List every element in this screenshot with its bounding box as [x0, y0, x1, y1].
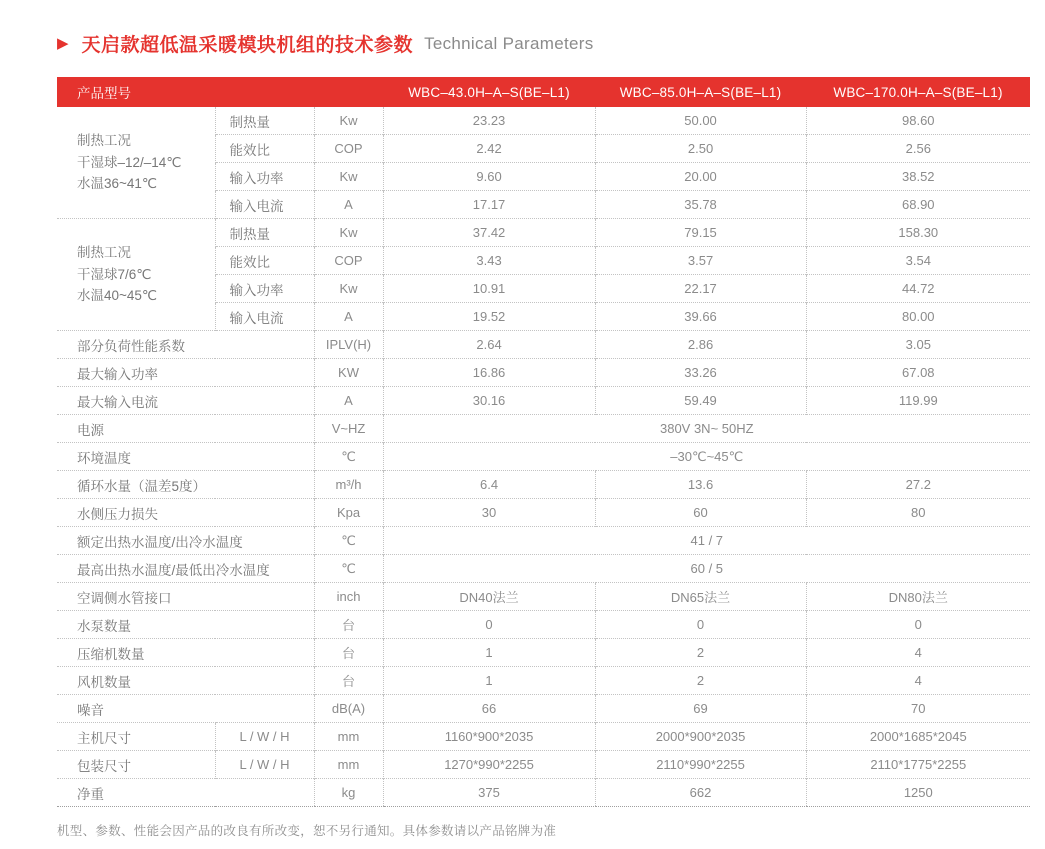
model-column-header: WBC–85.0H–A–S(BE–L1) [595, 77, 806, 107]
page-title [0, 0, 1045, 57]
parameter-label-cell: 循环水量（温差5度） [57, 471, 314, 499]
value-cell: 33.26 [595, 359, 806, 387]
value-cell: 662 [595, 779, 806, 807]
merged-value-cell: 380V 3N~ 50HZ [383, 415, 1030, 443]
value-cell: 80.00 [806, 303, 1030, 331]
value-cell: 98.60 [806, 107, 1030, 135]
value-cell: 23.23 [383, 107, 595, 135]
value-cell: 22.17 [595, 275, 806, 303]
condition-group-line: 干湿球–12/–14℃ [77, 154, 182, 170]
table-row [57, 471, 1030, 499]
unit-cell: 台 [314, 667, 383, 695]
value-cell: 2110*990*2255 [595, 751, 806, 779]
value-cell: 2.50 [595, 135, 806, 163]
table-row [57, 499, 1030, 527]
unit-cell: Kw [314, 163, 383, 191]
condition-group-cell [57, 107, 215, 219]
page-title-en: Technical Parameters [424, 33, 594, 53]
table-row [57, 107, 1030, 135]
unit-cell: V~HZ [314, 415, 383, 443]
parameter-label-cell: 输入功率 [215, 275, 314, 303]
disclaimer-note: 机型、参数、性能会因产品的改良有所改变，恕不另行通知。具体参数请以产品铭牌为准 [57, 824, 557, 838]
value-cell: 37.42 [383, 219, 595, 247]
value-cell: 1270*990*2255 [383, 751, 595, 779]
value-cell: 67.08 [806, 359, 1030, 387]
value-cell: 6.4 [383, 471, 595, 499]
parameter-label-cell: 制热量 [215, 219, 314, 247]
value-cell: 20.00 [595, 163, 806, 191]
value-cell: DN65法兰 [595, 583, 806, 611]
value-cell: 59.49 [595, 387, 806, 415]
value-cell: 38.52 [806, 163, 1030, 191]
value-cell: 19.52 [383, 303, 595, 331]
value-cell: 10.91 [383, 275, 595, 303]
technical-parameters-table [57, 77, 1030, 807]
parameter-label-cell: 能效比 [215, 247, 314, 275]
table-row [57, 723, 1030, 751]
table-row [57, 639, 1030, 667]
table-row [57, 359, 1030, 387]
unit-cell: 台 [314, 639, 383, 667]
value-cell: 158.30 [806, 219, 1030, 247]
table-row [57, 527, 1030, 555]
model-column-header: WBC–43.0H–A–S(BE–L1) [383, 77, 595, 107]
value-cell: 60 [595, 499, 806, 527]
table-row [57, 219, 1030, 247]
table-header-row [57, 77, 1030, 107]
parameter-label-cell: 净重 [57, 779, 314, 807]
unit-cell: mm [314, 751, 383, 779]
table-row [57, 779, 1030, 807]
table-body [57, 107, 1030, 807]
unit-cell: ℃ [314, 555, 383, 583]
merged-value-cell: –30℃~45℃ [383, 443, 1030, 471]
value-cell: 3.05 [806, 331, 1030, 359]
value-cell: DN80法兰 [806, 583, 1030, 611]
unit-cell: A [314, 387, 383, 415]
table-header [57, 77, 1030, 107]
value-cell: 2.42 [383, 135, 595, 163]
table-row [57, 331, 1030, 359]
merged-value-cell: 60 / 5 [383, 555, 1030, 583]
value-cell: 16.86 [383, 359, 595, 387]
parameter-label-cell: 部分负荷性能系数 [57, 331, 314, 359]
parameter-label-cell: 制热量 [215, 107, 314, 135]
parameter-label-cell: 包装尺寸 [57, 751, 215, 779]
value-cell: 4 [806, 639, 1030, 667]
unit-cell: A [314, 191, 383, 219]
value-cell: 2.56 [806, 135, 1030, 163]
value-cell: 1250 [806, 779, 1030, 807]
product-model-header: 产品型号 [57, 77, 383, 107]
value-cell: DN40法兰 [383, 583, 595, 611]
unit-cell: mm [314, 723, 383, 751]
value-cell: 3.54 [806, 247, 1030, 275]
value-cell: 1 [383, 639, 595, 667]
value-cell: 375 [383, 779, 595, 807]
value-cell: 80 [806, 499, 1030, 527]
unit-cell: 台 [314, 611, 383, 639]
condition-group-line: 制热工况 [77, 245, 131, 261]
value-cell: 39.66 [595, 303, 806, 331]
parameter-label-cell: 输入功率 [215, 163, 314, 191]
table-row [57, 751, 1030, 779]
table-row [57, 611, 1030, 639]
condition-group-line: 水温36~41℃ [77, 176, 158, 192]
value-cell: 27.2 [806, 471, 1030, 499]
value-cell: 30.16 [383, 387, 595, 415]
unit-cell: A [314, 303, 383, 331]
unit-cell: Kpa [314, 499, 383, 527]
value-cell: 0 [806, 611, 1030, 639]
table-row [57, 583, 1030, 611]
parameter-label-cell: 能效比 [215, 135, 314, 163]
value-cell: 0 [383, 611, 595, 639]
value-cell: 1 [383, 667, 595, 695]
parameter-label-cell: 水侧压力损失 [57, 499, 314, 527]
value-cell: 17.17 [383, 191, 595, 219]
unit-cell: Kw [314, 275, 383, 303]
value-cell: 79.15 [595, 219, 806, 247]
value-cell: 50.00 [595, 107, 806, 135]
value-cell: 69 [595, 695, 806, 723]
unit-cell: Kw [314, 219, 383, 247]
unit-cell: kg [314, 779, 383, 807]
parameter-label-cell: 风机数量 [57, 667, 314, 695]
value-cell: 0 [595, 611, 806, 639]
value-cell: 35.78 [595, 191, 806, 219]
value-cell: 3.43 [383, 247, 595, 275]
model-column-header: WBC–170.0H–A–S(BE–L1) [806, 77, 1030, 107]
table-row [57, 695, 1030, 723]
table-row [57, 555, 1030, 583]
unit-cell: Kw [314, 107, 383, 135]
parameter-label-cell: 压缩机数量 [57, 639, 314, 667]
unit-cell: KW [314, 359, 383, 387]
value-cell: 2.86 [595, 331, 806, 359]
dimension-sub-cell: L / W / H [215, 751, 314, 779]
parameter-label-cell: 输入电流 [215, 303, 314, 331]
condition-group-line: 制热工况 [77, 133, 131, 149]
page-title-cn: 天启款超低温采暖模块机组的技术参数 [81, 35, 414, 56]
value-cell: 2110*1775*2255 [806, 751, 1030, 779]
parameter-label-cell: 额定出热水温度/出冷水温度 [57, 527, 314, 555]
parameter-label-cell: 主机尺寸 [57, 723, 215, 751]
condition-group-line: 干湿球7/6℃ [77, 266, 152, 282]
parameter-label-cell: 空调侧水管接口 [57, 583, 314, 611]
parameter-label-cell: 最大输入电流 [57, 387, 314, 415]
parameter-label-cell: 输入电流 [215, 191, 314, 219]
merged-value-cell: 41 / 7 [383, 527, 1030, 555]
triangle-right-icon: ▶ [57, 35, 69, 52]
parameter-label-cell: 最大输入功率 [57, 359, 314, 387]
unit-cell: COP [314, 247, 383, 275]
unit-cell: dB(A) [314, 695, 383, 723]
condition-group-line: 水温40~45℃ [77, 288, 158, 304]
unit-cell: IPLV(H) [314, 331, 383, 359]
parameter-label-cell: 最高出热水温度/最低出冷水温度 [57, 555, 314, 583]
value-cell: 2.64 [383, 331, 595, 359]
unit-cell: COP [314, 135, 383, 163]
unit-cell: m³/h [314, 471, 383, 499]
value-cell: 68.90 [806, 191, 1030, 219]
unit-cell: ℃ [314, 443, 383, 471]
value-cell: 2 [595, 667, 806, 695]
value-cell: 3.57 [595, 247, 806, 275]
table-row [57, 415, 1030, 443]
value-cell: 30 [383, 499, 595, 527]
unit-cell: inch [314, 583, 383, 611]
value-cell: 2 [595, 639, 806, 667]
value-cell: 9.60 [383, 163, 595, 191]
value-cell: 66 [383, 695, 595, 723]
unit-cell: ℃ [314, 527, 383, 555]
parameter-label-cell: 噪音 [57, 695, 314, 723]
value-cell: 13.6 [595, 471, 806, 499]
value-cell: 4 [806, 667, 1030, 695]
table-row [57, 443, 1030, 471]
value-cell: 2000*900*2035 [595, 723, 806, 751]
value-cell: 119.99 [806, 387, 1030, 415]
value-cell: 2000*1685*2045 [806, 723, 1030, 751]
value-cell: 1160*900*2035 [383, 723, 595, 751]
parameter-label-cell: 环境温度 [57, 443, 314, 471]
condition-group-cell [57, 219, 215, 331]
table-row [57, 387, 1030, 415]
value-cell: 70 [806, 695, 1030, 723]
parameter-label-cell: 电源 [57, 415, 314, 443]
value-cell: 44.72 [806, 275, 1030, 303]
table-row [57, 667, 1030, 695]
dimension-sub-cell: L / W / H [215, 723, 314, 751]
parameter-label-cell: 水泵数量 [57, 611, 314, 639]
